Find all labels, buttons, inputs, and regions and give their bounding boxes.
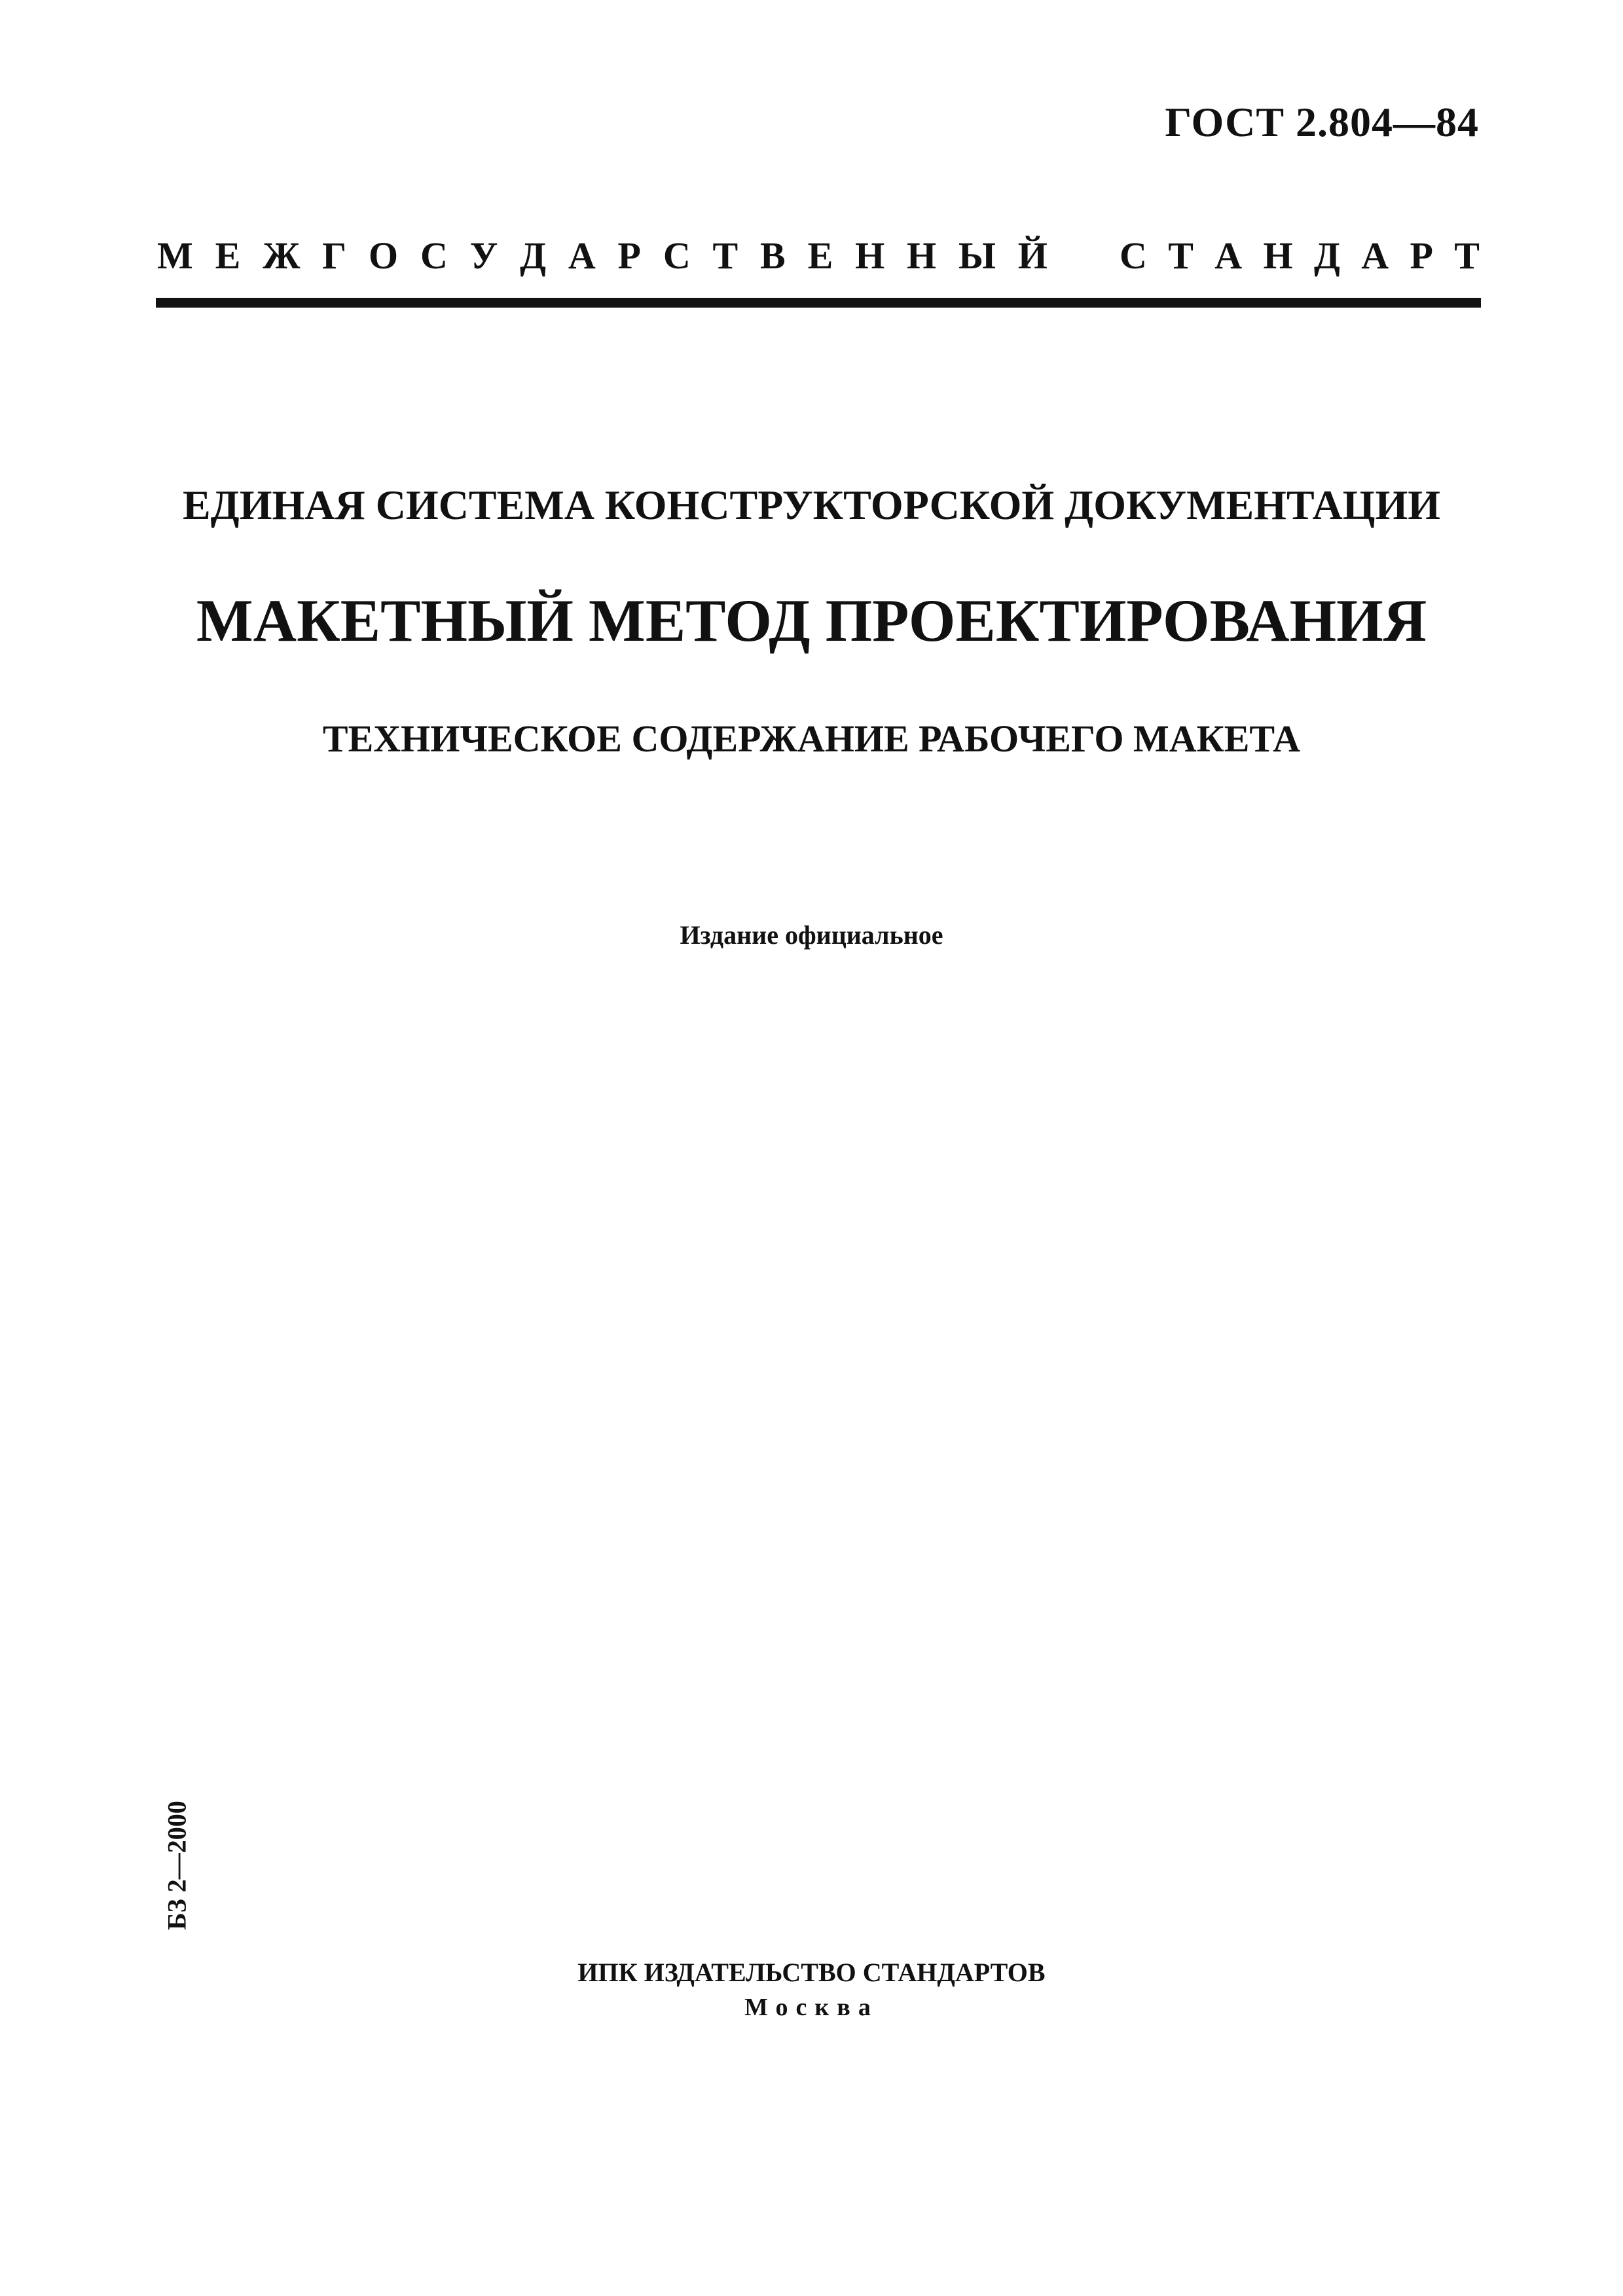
- publisher-city: Москва: [744, 1994, 879, 2021]
- gost-number: ГОСТ 2.804—84: [1165, 99, 1479, 145]
- heading-letter: Ы: [958, 234, 996, 277]
- heading-letter: Г: [322, 234, 347, 277]
- heading-letter: Н: [907, 234, 937, 277]
- edition-note: Издание официальное: [680, 920, 943, 950]
- document-subtitle: ТЕХНИЧЕСКОЕ СОДЕРЖАНИЕ РАБОЧЕГО МАКЕТА: [322, 717, 1301, 760]
- system-title: ЕДИНАЯ СИСТЕМА КОНСТРУКТОРСКОЙ ДОКУМЕНТАЦИИ: [182, 482, 1441, 528]
- heading-letter: А: [568, 234, 596, 277]
- standard-type-word-standard: [1120, 234, 1480, 278]
- heading-letter: Т: [1454, 234, 1480, 277]
- heading-letter: Д: [520, 234, 546, 277]
- publisher-name: ИПК ИЗДАТЕЛЬСТВО СТАНДАРТОВ: [577, 1958, 1046, 1987]
- heading-letter: Е: [807, 234, 833, 277]
- standard-type-heading: [157, 229, 1480, 281]
- heading-letter: Д: [1313, 234, 1340, 277]
- heading-letter: Е: [215, 234, 241, 277]
- heading-letter: Т: [1168, 234, 1194, 277]
- heading-letter: А: [1214, 234, 1243, 277]
- heading-letter: Р: [617, 234, 641, 277]
- heading-letter: А: [1361, 234, 1389, 277]
- heading-letter: Ж: [263, 234, 301, 277]
- heading-letter: С: [420, 234, 448, 277]
- document-title: МАКЕТНЫЙ МЕТОД ПРОЕКТИРОВАНИЯ: [196, 587, 1427, 654]
- heading-letter: Т: [712, 234, 739, 277]
- standard-type-word-interstate: [157, 234, 1048, 278]
- heading-letter: Р: [1410, 234, 1433, 277]
- heading-letter: О: [369, 234, 399, 277]
- heading-letter: Н: [855, 234, 885, 277]
- heading-letter: В: [760, 234, 786, 277]
- heading-letter: Й: [1017, 234, 1048, 277]
- heading-letter: С: [663, 234, 691, 277]
- side-code: БЗ 2—2000: [162, 1801, 192, 1930]
- heading-letter: Н: [1263, 234, 1293, 277]
- header-divider: [156, 298, 1481, 308]
- heading-letter: М: [157, 234, 193, 277]
- heading-letter: У: [469, 234, 498, 277]
- heading-letter: С: [1120, 234, 1147, 277]
